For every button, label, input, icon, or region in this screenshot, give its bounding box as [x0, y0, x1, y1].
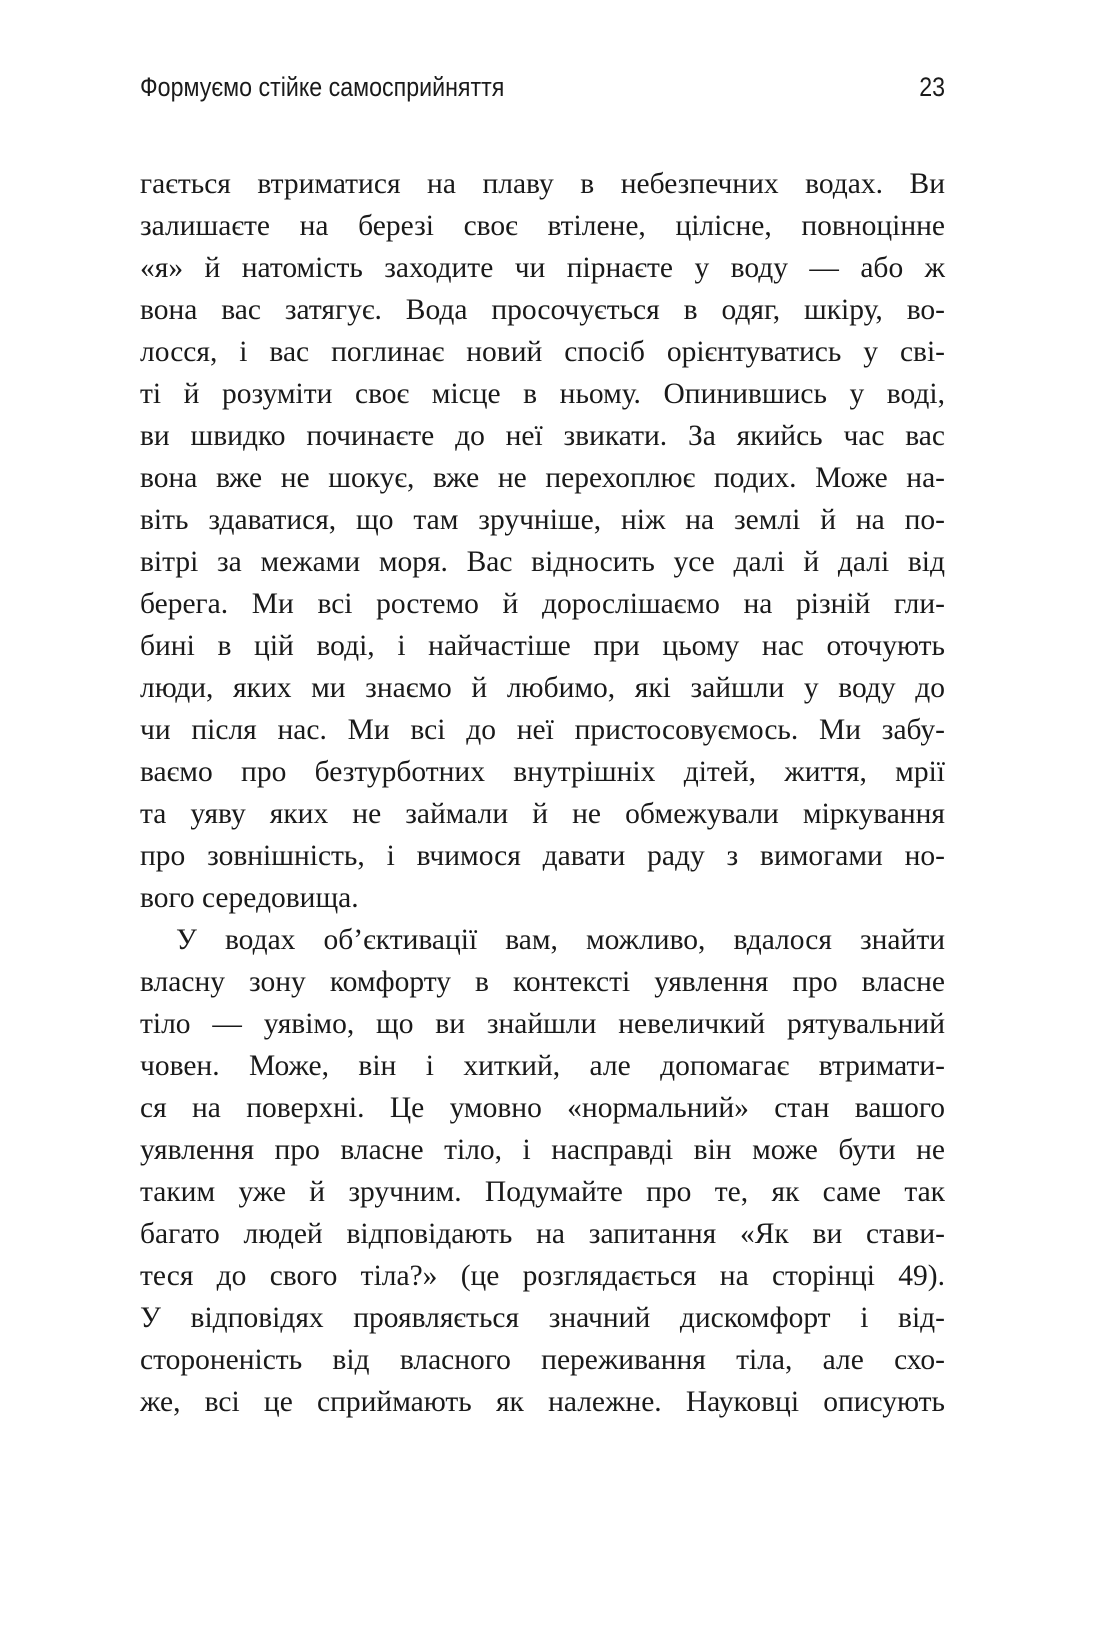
- running-header: [140, 72, 945, 112]
- text-line: тіло — уявімо, що ви знайшли невеличкий рятувальний: [140, 1008, 945, 1040]
- text-line: таким уже й зручним. Подумайте про те, як саме так: [140, 1176, 945, 1208]
- paragraph: [140, 163, 945, 919]
- paragraph: [140, 919, 945, 1423]
- running-title: Формуємо стійке самосприйняття: [140, 72, 505, 102]
- text-line: вітрі за межами моря. Вас відносить усе далі й далі від: [140, 546, 945, 578]
- text-line: бині в цій воді, і найчастіше при цьому нас оточують: [140, 630, 945, 662]
- text-line: та уяву яких не займали й не обмежували міркування: [140, 798, 945, 830]
- text-line: ваємо про безтурботних внутрішніх дітей, життя, мрії: [140, 756, 945, 788]
- text-line: власну зону комфорту в контексті уявлення про власне: [140, 966, 945, 998]
- text-line: вона вже не шокує, вже не перехоплює подих. Може на-: [140, 462, 945, 494]
- text-line: залишаєте на березі своє втілене, цілісне, повноцінне: [140, 210, 945, 242]
- text-line: вона вас затягує. Вода просочується в одяг, шкіру, во-: [140, 294, 945, 326]
- text-line: вого середовища.: [140, 882, 359, 914]
- text-line: «я» й натомість заходите чи пірнаєте у воду — або ж: [140, 252, 945, 284]
- text-line: уявлення про власне тіло, і насправді він може бути не: [140, 1134, 945, 1166]
- text-line: ви швидко починаєте до неї звикати. За якийсь час вас: [140, 420, 945, 452]
- text-line: гається втриматися на плаву в небезпечних водах. Ви: [140, 168, 945, 200]
- text-line: чи після нас. Ми всі до неї пристосовуємось. Ми забу-: [140, 714, 945, 746]
- text-line: ті й розуміти своє місце в ньому. Опинившись у воді,: [140, 378, 945, 410]
- text-line: човен. Може, він і хиткий, але допомагає втримати-: [140, 1050, 945, 1082]
- text-line: У відповідях проявляється значний дискомфорт і від-: [140, 1302, 945, 1334]
- page-number: 23: [919, 72, 945, 102]
- text-line: ся на поверхні. Це умовно «нормальний» стан вашого: [140, 1092, 945, 1124]
- text-line: стороненість від власного переживання тіла, але схо-: [140, 1344, 945, 1376]
- text-line: теся до свого тіла?» (це розглядається на сторінці 49).: [140, 1260, 945, 1292]
- text-line: люди, яких ми знаємо й любимо, які зайшли у воду до: [140, 672, 945, 704]
- text-line: берега. Ми всі ростемо й дорослішаємо на різній гли-: [140, 588, 945, 620]
- text-line: багато людей відповідають на запитання «Як ви стави-: [140, 1218, 945, 1250]
- text-line: лосся, і вас поглинає новий спосіб орієнтуватись у сві-: [140, 336, 945, 368]
- body-text: [140, 163, 945, 1423]
- text-line: У водах об’єктивації вам, можливо, вдалося знайти: [176, 924, 945, 956]
- text-line: же, всі це сприймають як належне. Науковці описують: [140, 1386, 945, 1418]
- text-line: віть здаватися, що там зручніше, ніж на землі й на по-: [140, 504, 945, 536]
- text-line: про зовнішність, і вчимося давати раду з вимогами но-: [140, 840, 945, 872]
